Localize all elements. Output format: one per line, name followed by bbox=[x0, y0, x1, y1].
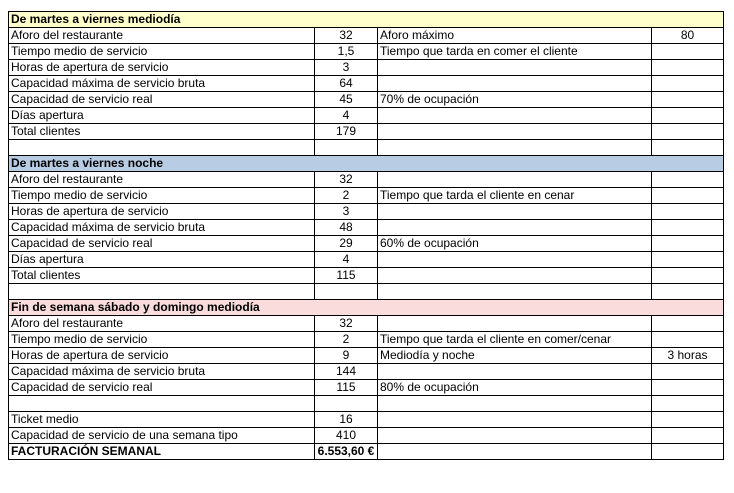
row-note-cell[interactable] bbox=[378, 172, 652, 188]
row-note-cell[interactable] bbox=[378, 124, 652, 140]
row-value-cell[interactable] bbox=[315, 140, 378, 156]
row-label-cell[interactable]: Capacidad de servicio real bbox=[9, 236, 315, 252]
weekly-total-value[interactable]: 6.553,60 € bbox=[315, 444, 378, 460]
row-label-cell[interactable]: Días apertura bbox=[9, 108, 315, 124]
table-row bbox=[9, 412, 724, 428]
row-label-cell[interactable]: Capacidad máxima de servicio bruta bbox=[9, 364, 315, 380]
row-label-cell[interactable]: Capacidad de servicio real bbox=[9, 380, 315, 396]
row-extra-cell[interactable] bbox=[652, 284, 724, 300]
table-row bbox=[9, 364, 724, 380]
table-row bbox=[9, 124, 724, 140]
section-title: De martes a viernes noche bbox=[9, 156, 724, 172]
row-value-cell[interactable] bbox=[315, 396, 378, 412]
table-row bbox=[9, 172, 724, 188]
row-label-cell[interactable]: Tiempo medio de servicio bbox=[9, 44, 315, 60]
table-row bbox=[9, 236, 724, 252]
row-label-cell[interactable]: Tiempo medio de servicio bbox=[9, 332, 315, 348]
row-label-cell[interactable]: Total clientes bbox=[9, 268, 315, 284]
row-label-cell[interactable] bbox=[9, 284, 315, 300]
row-value-cell[interactable]: 48 bbox=[315, 220, 378, 236]
row-extra-cell[interactable] bbox=[652, 380, 724, 396]
row-value-cell[interactable]: 3 bbox=[315, 60, 378, 76]
row-value-cell[interactable]: 179 bbox=[315, 124, 378, 140]
row-note-cell[interactable]: Mediodía y noche bbox=[378, 348, 652, 364]
table-row bbox=[9, 252, 724, 268]
table-row bbox=[9, 76, 724, 92]
row-note-cell[interactable]: Tiempo que tarda el cliente en comer/cenar bbox=[378, 332, 652, 348]
row-label-cell[interactable]: Ticket medio bbox=[9, 412, 315, 428]
row-value-cell[interactable]: 32 bbox=[315, 316, 378, 332]
row-value-cell[interactable]: 4 bbox=[315, 252, 378, 268]
row-note-cell[interactable] bbox=[378, 396, 652, 412]
row-extra-cell[interactable] bbox=[652, 60, 724, 76]
row-extra-cell[interactable] bbox=[652, 124, 724, 140]
row-label-cell[interactable]: Capacidad de servicio de una semana tipo bbox=[9, 428, 315, 444]
table-row bbox=[9, 108, 724, 124]
row-label-cell[interactable]: Horas de apertura de servicio bbox=[9, 204, 315, 220]
row-label-cell[interactable]: Horas de apertura de servicio bbox=[9, 60, 315, 76]
row-value-cell[interactable]: 115 bbox=[315, 380, 378, 396]
row-note-cell[interactable] bbox=[378, 220, 652, 236]
row-note-cell[interactable]: 60% de ocupación bbox=[378, 236, 652, 252]
row-note-cell[interactable] bbox=[378, 204, 652, 220]
row-label-cell[interactable]: Aforo del restaurante bbox=[9, 28, 315, 44]
row-extra-cell[interactable] bbox=[652, 332, 724, 348]
table-row bbox=[9, 348, 724, 364]
row-note-cell[interactable] bbox=[378, 140, 652, 156]
row-extra-cell[interactable] bbox=[652, 188, 724, 204]
row-value-cell[interactable]: 1,5 bbox=[315, 44, 378, 60]
table-row bbox=[9, 204, 724, 220]
row-extra-cell[interactable] bbox=[652, 172, 724, 188]
section-header-row bbox=[9, 12, 724, 28]
row-extra-cell[interactable] bbox=[652, 252, 724, 268]
table-row bbox=[9, 44, 724, 60]
table-row bbox=[9, 60, 724, 76]
row-value-cell[interactable]: 3 bbox=[315, 204, 378, 220]
row-value-cell[interactable]: 32 bbox=[315, 28, 378, 44]
row-value-cell[interactable]: 45 bbox=[315, 92, 378, 108]
row-extra-cell[interactable] bbox=[652, 364, 724, 380]
row-extra-cell[interactable]: 3 horas bbox=[652, 348, 724, 364]
row-label-cell[interactable]: Aforo del restaurante bbox=[9, 172, 315, 188]
row-value-cell[interactable]: 16 bbox=[315, 412, 378, 428]
row-note-cell[interactable] bbox=[378, 412, 652, 428]
table-row bbox=[9, 380, 724, 396]
row-value-cell[interactable] bbox=[315, 284, 378, 300]
table-row bbox=[9, 396, 724, 412]
row-value-cell[interactable]: 410 bbox=[315, 428, 378, 444]
section-header-row bbox=[9, 156, 724, 172]
table-row bbox=[9, 188, 724, 204]
row-label-cell[interactable]: Horas de apertura de servicio bbox=[9, 348, 315, 364]
row-label-cell[interactable] bbox=[9, 396, 315, 412]
row-extra-cell[interactable] bbox=[652, 412, 724, 428]
row-value-cell[interactable]: 4 bbox=[315, 108, 378, 124]
row-label-cell[interactable]: Capacidad de servicio real bbox=[9, 92, 315, 108]
row-note-cell[interactable] bbox=[378, 444, 652, 460]
table-row bbox=[9, 428, 724, 444]
spreadsheet-table bbox=[8, 11, 724, 460]
row-value-cell[interactable]: 9 bbox=[315, 348, 378, 364]
row-label-cell[interactable]: Total clientes bbox=[9, 124, 315, 140]
row-note-cell[interactable]: 80% de ocupación bbox=[378, 380, 652, 396]
row-extra-cell[interactable] bbox=[652, 316, 724, 332]
table-row bbox=[9, 220, 724, 236]
table-row bbox=[9, 284, 724, 300]
row-extra-cell[interactable] bbox=[652, 204, 724, 220]
row-extra-cell[interactable] bbox=[652, 76, 724, 92]
row-value-cell[interactable]: 64 bbox=[315, 76, 378, 92]
row-extra-cell[interactable] bbox=[652, 428, 724, 444]
row-note-cell[interactable]: Aforo máximo bbox=[378, 28, 652, 44]
row-extra-cell[interactable]: 80 bbox=[652, 28, 724, 44]
row-label-cell[interactable]: Tiempo medio de servicio bbox=[9, 188, 315, 204]
table-row bbox=[9, 28, 724, 44]
spreadsheet-body bbox=[9, 12, 724, 460]
row-note-cell[interactable] bbox=[378, 60, 652, 76]
table-row bbox=[9, 268, 724, 284]
row-value-cell[interactable]: 2 bbox=[315, 188, 378, 204]
row-extra-cell[interactable] bbox=[652, 444, 724, 460]
row-label-cell[interactable] bbox=[9, 140, 315, 156]
row-note-cell[interactable] bbox=[378, 316, 652, 332]
row-note-cell[interactable] bbox=[378, 108, 652, 124]
table-row bbox=[9, 316, 724, 332]
row-label-cell[interactable]: Días apertura bbox=[9, 252, 315, 268]
table-row bbox=[9, 140, 724, 156]
row-value-cell[interactable]: 144 bbox=[315, 364, 378, 380]
row-extra-cell[interactable] bbox=[652, 268, 724, 284]
row-extra-cell[interactable] bbox=[652, 108, 724, 124]
section-title: De martes a viernes mediodía bbox=[9, 12, 724, 28]
row-extra-cell[interactable] bbox=[652, 44, 724, 60]
table-row bbox=[9, 332, 724, 348]
row-extra-cell[interactable] bbox=[652, 220, 724, 236]
row-value-cell[interactable]: 115 bbox=[315, 268, 378, 284]
section-title: Fin de semana sábado y domingo mediodía bbox=[9, 300, 724, 316]
row-note-cell[interactable] bbox=[378, 428, 652, 444]
row-note-cell[interactable]: Tiempo que tarda en comer el cliente bbox=[378, 44, 652, 60]
row-label-cell[interactable]: Capacidad máxima de servicio bruta bbox=[9, 76, 315, 92]
row-label-cell[interactable]: Aforo del restaurante bbox=[9, 316, 315, 332]
row-note-cell[interactable] bbox=[378, 268, 652, 284]
row-extra-cell[interactable] bbox=[652, 396, 724, 412]
row-value-cell[interactable]: 29 bbox=[315, 236, 378, 252]
row-note-cell[interactable] bbox=[378, 252, 652, 268]
row-note-cell[interactable] bbox=[378, 364, 652, 380]
weekly-total-label[interactable]: FACTURACIÓN SEMANAL bbox=[9, 444, 315, 460]
row-extra-cell[interactable] bbox=[652, 236, 724, 252]
row-note-cell[interactable]: Tiempo que tarda el cliente en cenar bbox=[378, 188, 652, 204]
table-row bbox=[9, 92, 724, 108]
row-note-cell[interactable] bbox=[378, 76, 652, 92]
row-value-cell[interactable]: 32 bbox=[315, 172, 378, 188]
section-header-row bbox=[9, 300, 724, 316]
weekly-total-row bbox=[9, 444, 724, 460]
row-value-cell[interactable]: 2 bbox=[315, 332, 378, 348]
row-extra-cell[interactable] bbox=[652, 92, 724, 108]
row-note-cell[interactable] bbox=[378, 284, 652, 300]
row-label-cell[interactable]: Capacidad máxima de servicio bruta bbox=[9, 220, 315, 236]
row-extra-cell[interactable] bbox=[652, 140, 724, 156]
row-note-cell[interactable]: 70% de ocupación bbox=[378, 92, 652, 108]
